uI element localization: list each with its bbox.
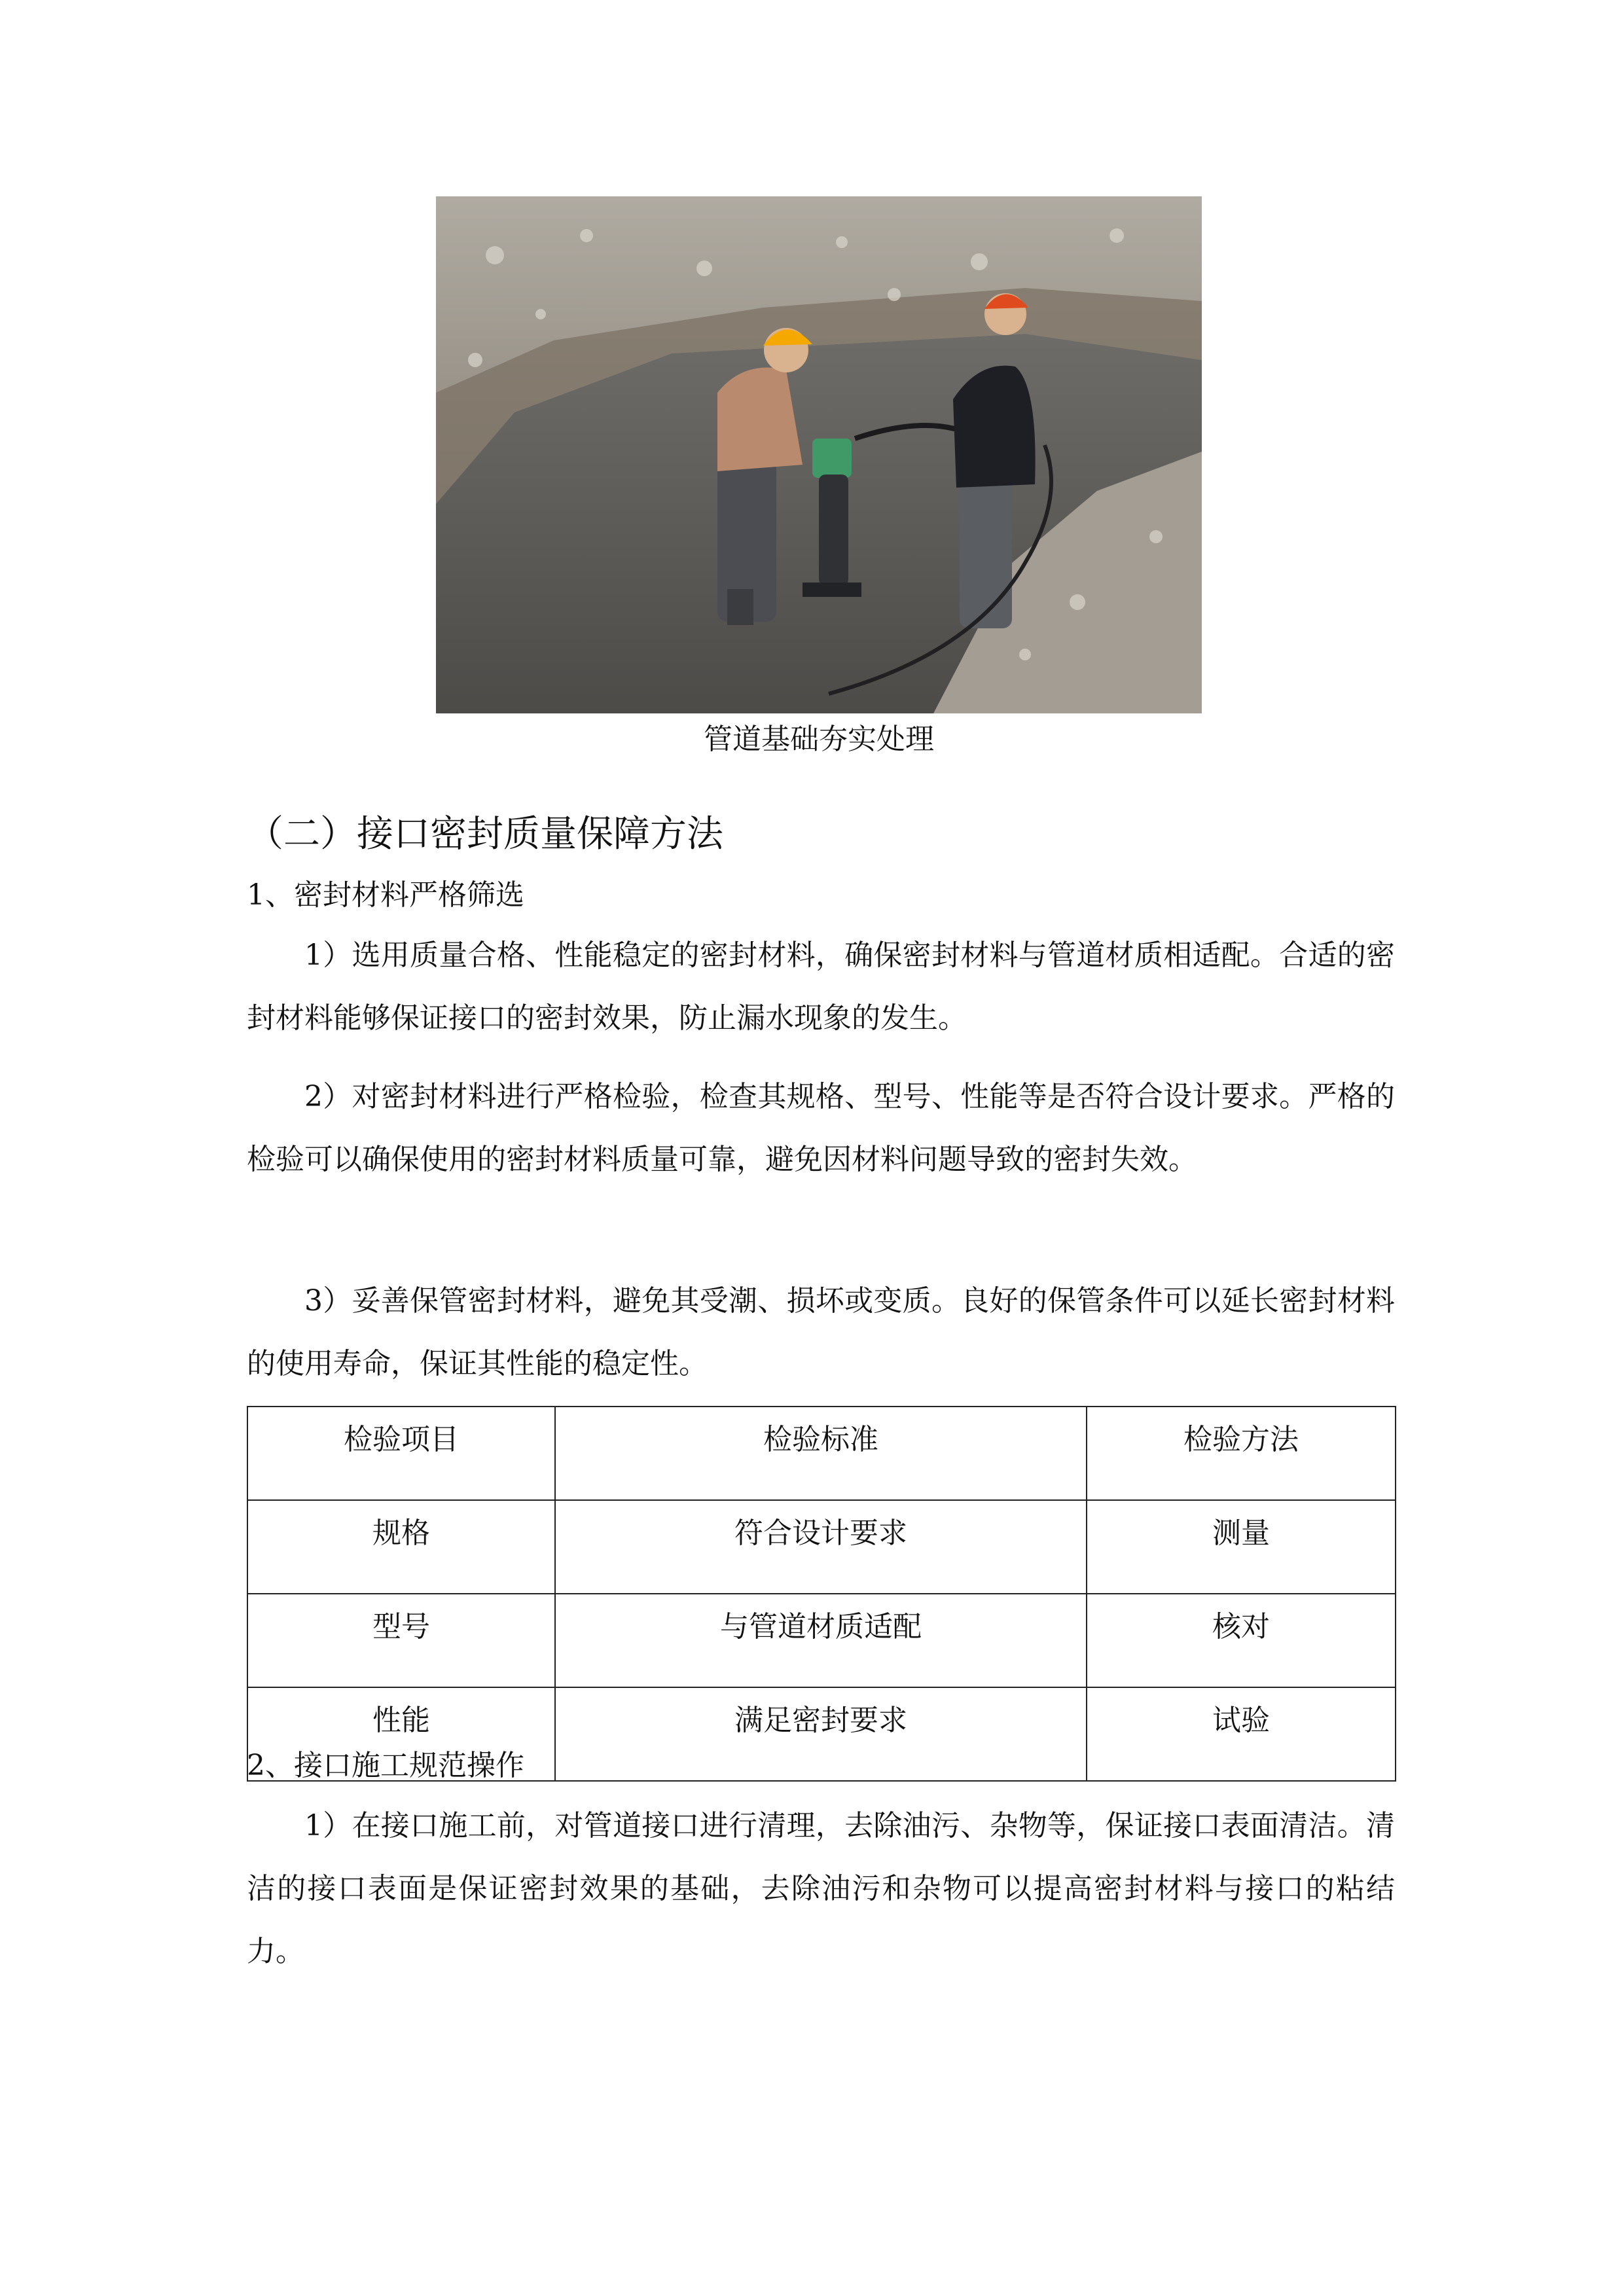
subsection-heading-2: 2、接口施工规范操作: [247, 1749, 524, 1782]
table-cell: 核对: [1087, 1594, 1396, 1687]
table-cell: 规格: [247, 1500, 555, 1594]
table-cell: 测量: [1087, 1500, 1396, 1594]
table-cell: 满足密封要求: [555, 1687, 1087, 1781]
table-header-cell: 检验标准: [555, 1407, 1087, 1500]
paragraph: 2）对密封材料进行严格检验，检查其规格、型号、性能等是否符合设计要求。严格的检验可以确保使用的密封材料质量可靠，避免因材料问题导致的密封失效。: [247, 1080, 1395, 1176]
paragraph: 1）在接口施工前，对管道接口进行清理，去除油污、杂物等，保证接口表面清洁。清洁的接口表面是保证密封效果的基础，去除油污和杂物可以提高密封材料与接口的粘结力。: [247, 1809, 1395, 1968]
table-cell: 与管道材质适配: [555, 1594, 1087, 1687]
figure-photo: [436, 196, 1202, 713]
inspection-table: [247, 1406, 1396, 1782]
table-cell: 试验: [1087, 1687, 1396, 1781]
table-row: [247, 1500, 1396, 1594]
subsection-heading-1: 1、密封材料严格筛选: [247, 878, 524, 912]
table-header-cell: 检验方法: [1087, 1407, 1396, 1500]
table-cell: 符合设计要求: [555, 1500, 1087, 1594]
paragraph: 3）妥善保管密封材料，避免其受潮、损坏或变质。良好的保管条件可以延长密封材料的使用寿命，保证其性能的稳定性。: [247, 1284, 1395, 1380]
table-header-row: [247, 1407, 1396, 1500]
compaction-photo-illustration: [436, 196, 1202, 713]
table-cell: 性能: [247, 1687, 555, 1781]
table-cell: 型号: [247, 1594, 555, 1687]
figure-caption: 管道基础夯实处理: [704, 723, 934, 756]
table-header-cell: 检验项目: [247, 1407, 555, 1500]
paragraph: 1）选用质量合格、性能稳定的密封材料，确保密封材料与管道材质相适配。合适的密封材料能够保证接口的密封效果，防止漏水现象的发生。: [247, 939, 1395, 1035]
section-heading: （二）接口密封质量保障方法: [247, 813, 723, 855]
table-row: [247, 1594, 1396, 1687]
